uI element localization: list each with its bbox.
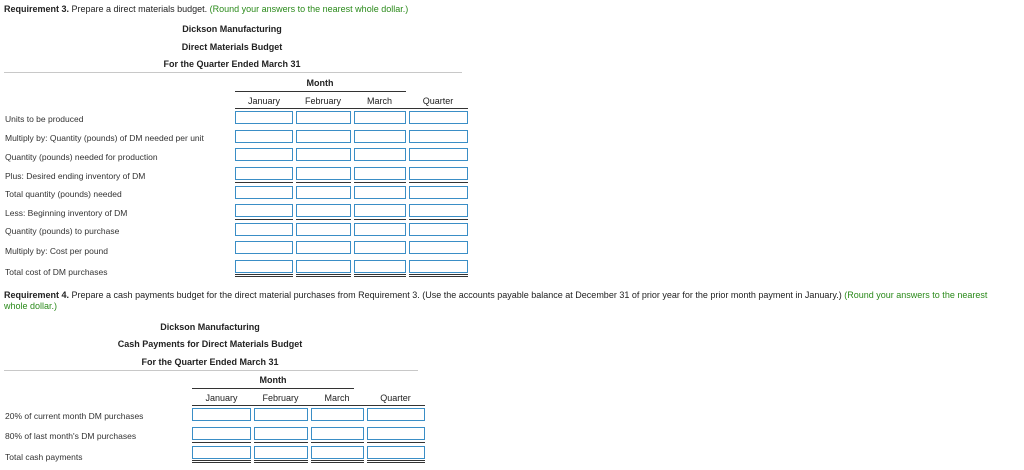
- budget1-subtotal-underline-february: [296, 182, 351, 183]
- budget1-total-cost-purchases-march-input[interactable]: [354, 260, 406, 273]
- budget2-subtotal-underline-february: [254, 442, 308, 443]
- budget1-title: Direct Materials Budget: [181, 42, 283, 52]
- budget1-title-rule: [4, 72, 462, 73]
- budget1-desired-ending-inventory-january-input[interactable]: [235, 167, 293, 180]
- budget1-units-produced-march-input[interactable]: [354, 111, 406, 124]
- budget2-total-double-underline-january: [192, 460, 251, 463]
- budget1-qty-for-production-march-input[interactable]: [354, 148, 406, 161]
- budget1-row-label-total-qty-needed: Total quantity (pounds) needed: [5, 189, 122, 199]
- budget1-units-produced-january-input[interactable]: [235, 111, 293, 124]
- budget2-title-rule: [4, 370, 418, 371]
- budget1-cost-per-pound-quarter-input[interactable]: [409, 241, 468, 254]
- requirement-4-rounding-note: (Round your answers to the nearest: [844, 290, 988, 300]
- budget1-col-january: January: [247, 96, 281, 106]
- budget2-col-january: January: [205, 393, 238, 403]
- budget1-total-qty-needed-february-input[interactable]: [296, 186, 351, 199]
- requirement-4-text: Prepare a cash payments budget for the direct material purchases from Requirement 3. (Use the accounts payable balance at December 31 of prior year for the prior month payment in January.): [69, 290, 845, 300]
- budget1-total-qty-needed-quarter-input[interactable]: [409, 186, 468, 199]
- budget1-beginning-inventory-january-input[interactable]: [235, 204, 293, 217]
- budget1-row-label-dm-per-unit: Multiply by: Quantity (pounds) of DM needed per unit: [5, 133, 204, 143]
- budget1-period: For the Quarter Ended March 31: [163, 59, 301, 69]
- budget2-current-month-january-input[interactable]: [192, 408, 251, 421]
- budget1-row-label-qty-for-production: Quantity (pounds) needed for production: [5, 152, 158, 162]
- budget1-month-rule: [235, 91, 406, 92]
- budget2-row-label-last-month-purchases: 80% of last month's DM purchases: [5, 431, 137, 441]
- budget1-dm-per-unit-quarter-input[interactable]: [409, 130, 468, 143]
- budget2-last-month-january-input[interactable]: [192, 427, 251, 440]
- budget2-current-month-february-input[interactable]: [254, 408, 308, 421]
- budget2-last-month-quarter-input[interactable]: [367, 427, 425, 440]
- requirement-4-label: Requirement 4.: [4, 290, 70, 300]
- budget1-subtotal-underline-march: [354, 182, 406, 183]
- budget2-subtotal-underline-january: [192, 442, 251, 443]
- budget1-qty-for-production-january-input[interactable]: [235, 148, 293, 161]
- budget1-cost-per-pound-march-input[interactable]: [354, 241, 406, 254]
- budget2-last-month-march-input[interactable]: [311, 427, 364, 440]
- budget1-col-february: February: [304, 96, 341, 106]
- budget1-subtotal-underline-quarter: [409, 182, 468, 183]
- requirement-3-label: Requirement 3.: [4, 4, 70, 14]
- budget2-subtotal-underline-quarter: [367, 442, 425, 443]
- budget1-units-produced-february-input[interactable]: [296, 111, 351, 124]
- budget2-header-rule: [192, 405, 425, 406]
- budget1-row-label-cost-per-pound: Multiply by: Cost per pound: [5, 246, 108, 256]
- budget1-desired-ending-inventory-february-input[interactable]: [296, 167, 351, 180]
- budget1-total-qty-needed-march-input[interactable]: [354, 186, 406, 199]
- budget1-desired-ending-inventory-march-input[interactable]: [354, 167, 406, 180]
- budget2-total-cash-payments-quarter-input[interactable]: [367, 446, 425, 459]
- budget2-current-month-quarter-input[interactable]: [367, 408, 425, 421]
- budget2-col-february: February: [262, 393, 299, 403]
- budget2-title: Cash Payments for Direct Materials Budget: [117, 339, 303, 349]
- budget1-dm-per-unit-february-input[interactable]: [296, 130, 351, 143]
- budget1-company: Dickson Manufacturing: [182, 24, 282, 34]
- budget1-qty-to-purchase-february-input[interactable]: [296, 223, 351, 236]
- budget2-subtotal-underline-march: [311, 442, 364, 443]
- budget1-col-march: March: [366, 96, 392, 106]
- budget1-purchase-underline-quarter: [409, 219, 468, 220]
- requirement-3-text: Prepare a direct materials budget.: [69, 4, 210, 14]
- budget2-month-rule: [192, 388, 354, 389]
- budget1-total-double-underline-january: [235, 274, 293, 277]
- requirement-3-instruction: [4, 4, 408, 14]
- budget2-total-cash-payments-january-input[interactable]: [192, 446, 251, 459]
- budget1-subtotal-underline-january: [235, 182, 293, 183]
- budget1-purchase-underline-february: [296, 219, 351, 220]
- budget1-total-double-underline-quarter: [409, 274, 468, 277]
- budget2-current-month-march-input[interactable]: [311, 408, 364, 421]
- budget2-total-cash-payments-march-input[interactable]: [311, 446, 364, 459]
- budget1-qty-for-production-quarter-input[interactable]: [409, 148, 468, 161]
- budget2-row-label-total-cash-payments: Total cash payments: [5, 452, 83, 462]
- budget1-cost-per-pound-january-input[interactable]: [235, 241, 293, 254]
- budget1-dm-per-unit-january-input[interactable]: [235, 130, 293, 143]
- budget1-qty-for-production-february-input[interactable]: [296, 148, 351, 161]
- budget1-total-qty-needed-january-input[interactable]: [235, 186, 293, 199]
- budget2-total-double-underline-february: [254, 460, 308, 463]
- requirement-4-instruction: [4, 290, 987, 300]
- budget1-total-double-underline-march: [354, 274, 406, 277]
- budget1-col-quarter: Quarter: [422, 96, 454, 106]
- requirement-4-rounding-note-continued: whole dollar.): [4, 301, 58, 311]
- budget1-month-header: Month: [306, 78, 334, 88]
- budget1-total-cost-purchases-january-input[interactable]: [235, 260, 293, 273]
- budget1-total-double-underline-february: [296, 274, 351, 277]
- budget2-total-double-underline-march: [311, 460, 364, 463]
- budget2-row-label-current-month-purchases: 20% of current month DM purchases: [5, 411, 144, 421]
- budget1-row-label-desired-ending-inventory: Plus: Desired ending inventory of DM: [5, 171, 146, 181]
- budget2-last-month-february-input[interactable]: [254, 427, 308, 440]
- requirement-3-rounding-note: (Round your answers to the nearest whole dollar.): [209, 4, 409, 14]
- budget1-qty-to-purchase-quarter-input[interactable]: [409, 223, 468, 236]
- budget1-total-cost-purchases-quarter-input[interactable]: [409, 260, 468, 273]
- budget1-units-produced-quarter-input[interactable]: [409, 111, 468, 124]
- budget1-header-rule: [235, 108, 468, 109]
- budget1-beginning-inventory-march-input[interactable]: [354, 204, 406, 217]
- budget1-row-label-qty-to-purchase: Quantity (pounds) to purchase: [5, 226, 120, 236]
- budget2-month-header: Month: [259, 375, 287, 385]
- budget1-qty-to-purchase-march-input[interactable]: [354, 223, 406, 236]
- budget1-dm-per-unit-march-input[interactable]: [354, 130, 406, 143]
- budget2-period: For the Quarter Ended March 31: [141, 357, 279, 367]
- budget1-qty-to-purchase-january-input[interactable]: [235, 223, 293, 236]
- budget2-col-quarter: Quarter: [380, 393, 411, 403]
- budget1-row-label-units-produced: Units to be produced: [5, 114, 84, 124]
- budget1-row-label-beginning-inventory: Less: Beginning inventory of DM: [5, 208, 128, 218]
- budget1-beginning-inventory-february-input[interactable]: [296, 204, 351, 217]
- budget1-desired-ending-inventory-quarter-input[interactable]: [409, 167, 468, 180]
- budget1-total-cost-purchases-february-input[interactable]: [296, 260, 351, 273]
- budget2-company: Dickson Manufacturing: [160, 322, 260, 332]
- budget2-total-double-underline-quarter: [367, 460, 425, 463]
- budget1-cost-per-pound-february-input[interactable]: [296, 241, 351, 254]
- budget2-total-cash-payments-february-input[interactable]: [254, 446, 308, 459]
- budget1-beginning-inventory-quarter-input[interactable]: [409, 204, 468, 217]
- budget1-purchase-underline-march: [354, 219, 406, 220]
- budget1-purchase-underline-january: [235, 219, 293, 220]
- budget2-col-march: March: [324, 393, 350, 403]
- budget1-row-label-total-cost-purchases: Total cost of DM purchases: [5, 267, 108, 277]
